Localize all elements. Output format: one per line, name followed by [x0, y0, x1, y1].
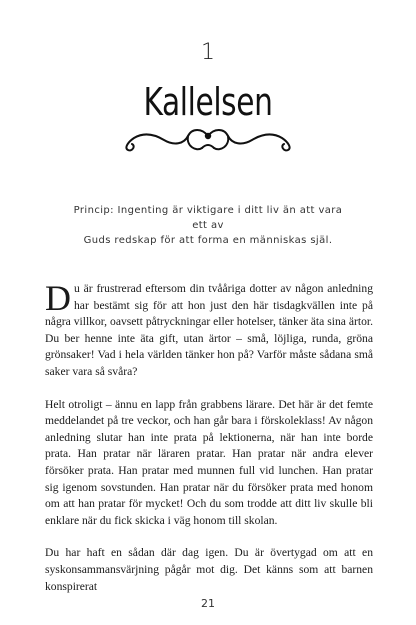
chapter-number: 1 [201, 40, 215, 65]
flourish-ornament-icon [118, 122, 298, 158]
chapter-principle [70, 203, 346, 248]
principle-line: Princip: Ingenting är viktigare i ditt liv än att vara ett av [73, 205, 343, 231]
drop-cap: D [45, 278, 71, 318]
principle-line: Guds redskap för att forma en människas själ. [83, 235, 333, 246]
paragraph: Helt otroligt – ännu en lapp från grabbens lärare. Det här är det femte meddelandet på tre veckor, och han går bara i förskoleklass! Av någon anledning slutar han inte prata på lektionerna, när han inte borde prata. Han pratar när läraren pratar. Han pratar när andra elever försöker prata. Han pratar med munnen full vid lunchen. Han pratar sig igenom sovstunden. Han pratar när du försöker prata med honom om att han pratar för mycket! Och du som trodde att ditt liv skulle bli enklare när du fick skicka i väg honom till skolan. [45, 397, 373, 527]
body-text [45, 278, 373, 611]
paragraph-text: u är frustrerad eftersom din tvååriga dotter av någon anledning har bestämt sig för att hon just den här tisdagkvällen inte på några villkor, oavsett påtryckningar eller hotelser, tänker äta sina ärtor. Du ber henne inte äta gift, utan ärtor – små, löjliga, runda, gröna grönsaker! Vad i hela världen tänker hon på? Varför måste sådana små saker vara så svåra? [45, 282, 373, 378]
paragraph [45, 278, 373, 381]
chapter-title: Kallelsen [143, 80, 273, 124]
page-number: 21 [201, 597, 215, 610]
paragraph: Du har haft en sådan där dag igen. Du är övertygad om att en syskonsammansvärjning pågår mot dig. Det känns som att barnen konspirerat [45, 546, 373, 593]
